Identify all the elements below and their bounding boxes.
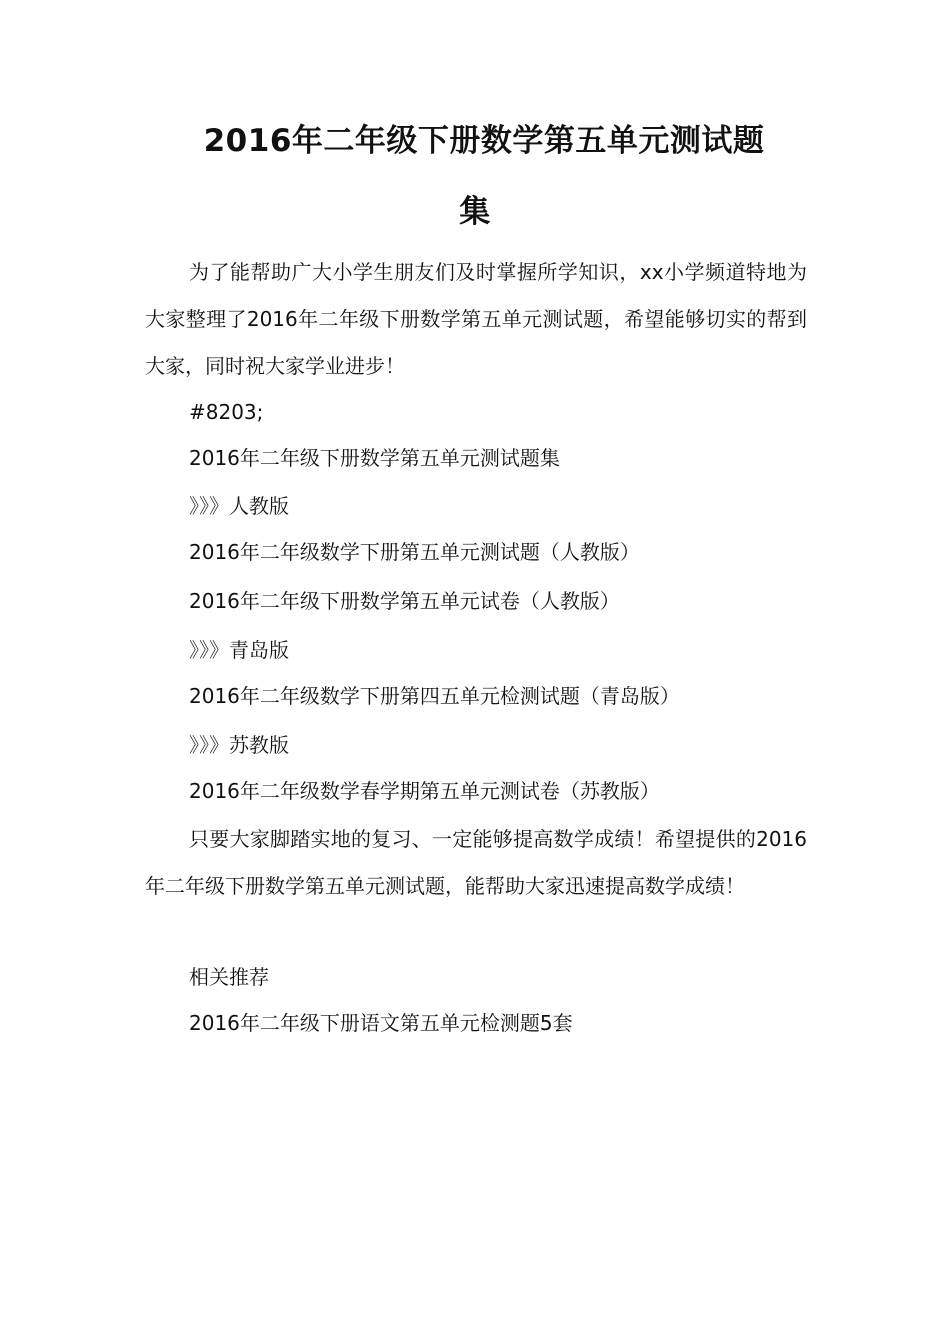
related-heading: 相关推荐 [189, 965, 269, 989]
document-title-continuation: 集 [459, 194, 491, 230]
document-title: 2016年二年级下册数学第五单元测试题 [203, 123, 765, 159]
code-line: #8203; [189, 400, 264, 424]
link-renjiao-1[interactable]: 2016年二年级数学下册第五单元测试题（人教版） [189, 540, 640, 564]
related-link-1[interactable]: 2016年二年级下册语文第五单元检测题5套 [189, 1011, 573, 1035]
intro-paragraph: 为了能帮助广大小学生朋友们及时掌握所学知识，xx小学频道特地为大家整理了2016年二年级下册数学第五单元测试题，希望能够切实的帮到大家，同时祝大家学业进步！ [145, 260, 807, 378]
subtitle: 2016年二年级下册数学第五单元测试题集 [189, 446, 560, 470]
link-sujiao-1[interactable]: 2016年二年级数学春学期第五单元测试卷（苏教版） [189, 779, 660, 803]
section-heading-renjiao: 》》》人教版 [189, 494, 289, 518]
section-heading-qingdao: 》》》青岛版 [189, 638, 289, 662]
link-renjiao-2[interactable]: 2016年二年级下册数学第五单元试卷（人教版） [189, 589, 620, 613]
section-heading-sujiao: 》》》苏教版 [189, 733, 289, 757]
link-qingdao-1[interactable]: 2016年二年级数学下册第四五单元检测试题（青岛版） [189, 684, 680, 708]
closing-paragraph: 只要大家脚踏实地的复习、一定能够提高数学成绩！希望提供的2016年二年级下册数学第五单元测试题，能帮助大家迅速提高数学成绩！ [145, 827, 807, 898]
